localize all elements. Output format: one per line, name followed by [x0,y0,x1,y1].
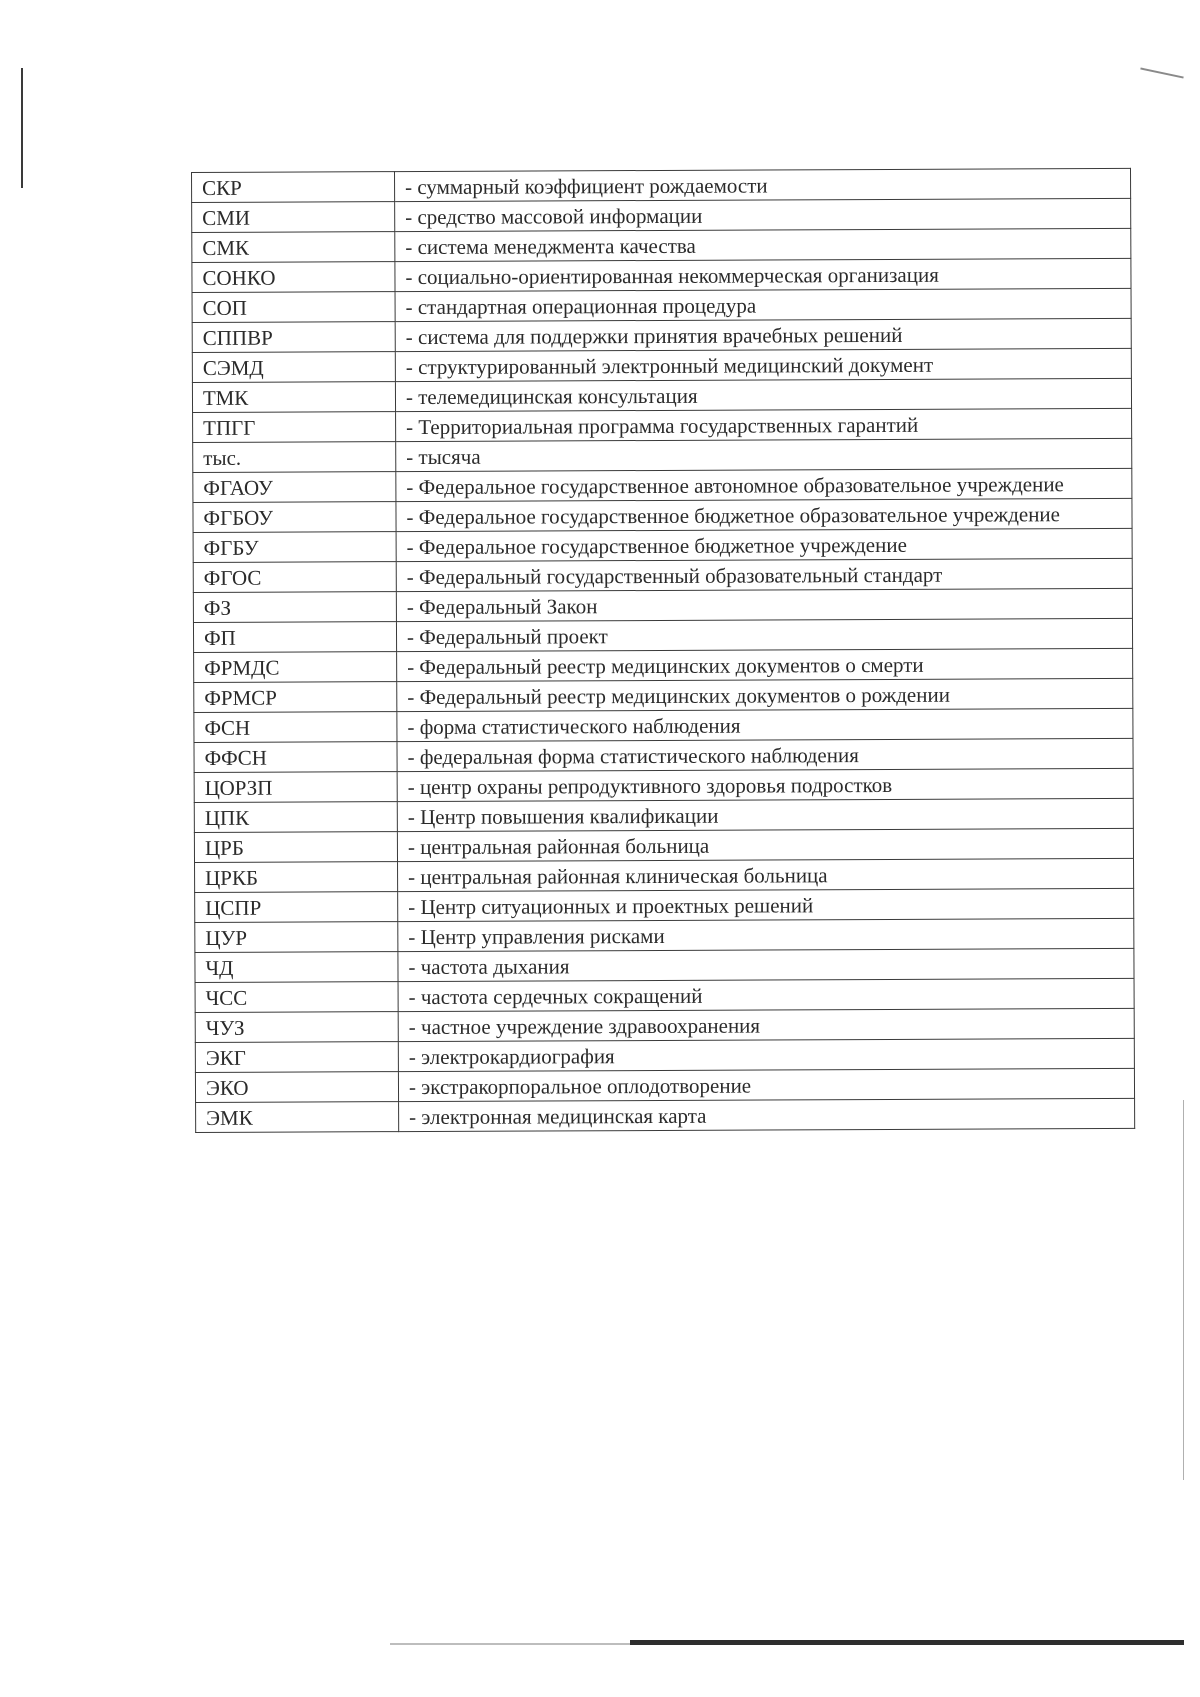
scan-margin-mark [21,68,23,188]
definition-cell: - тысяча [396,438,1132,471]
abbreviation-cell: ФГАОУ [193,472,396,503]
table-row [194,708,1133,742]
scan-edge-line [1183,1100,1184,1480]
table-row [194,828,1133,862]
abbreviation-cell: ФРМДС [194,652,397,683]
table-row [193,588,1132,622]
abbreviation-cell: ФСН [194,712,397,743]
table-row [195,1038,1134,1072]
definition-cell: - форма статистического наблюдения [397,708,1133,741]
table-row [192,228,1131,262]
abbreviation-cell: ФП [193,622,396,653]
abbreviation-cell: ЦПК [194,802,397,833]
abbreviation-cell: ЦОРЗП [194,772,397,803]
abbreviation-cell: ТМК [192,382,395,413]
scan-corner-mark [1140,67,1183,78]
table-row [193,528,1132,562]
abbreviation-cell: ЭМК [196,1102,399,1133]
abbreviation-cell: ЦУР [195,922,398,953]
definition-cell: - центральная районная клиническая больница [398,858,1134,891]
table-row [195,978,1134,1012]
scan-bottom-fade [390,1643,630,1645]
table-row [194,738,1133,772]
abbreviation-cell: СЭМД [192,352,395,383]
definition-cell: - Территориальная программа государственных гарантий [396,408,1132,441]
definition-cell: - электронная медицинская карта [399,1098,1135,1131]
abbreviation-cell: ЭКГ [195,1042,398,1073]
definition-cell: - Центр ситуационных и проектных решений [398,888,1134,921]
definition-cell: - система менеджмента качества [395,228,1131,261]
definition-cell: - Федеральное государственное автономное образовательное учреждение [396,468,1132,501]
scan-bottom-bar [630,1640,1184,1645]
abbreviation-cell: ЦСПР [195,892,398,923]
definition-cell: - стандартная операционная процедура [395,288,1131,321]
table-row [195,918,1134,952]
table-row [194,648,1133,682]
abbreviation-cell: ФГОС [193,562,396,593]
definition-cell: - Федеральный реестр медицинских документов о смерти [397,648,1133,681]
abbreviations-table-body [192,168,1135,1132]
definition-cell: - телемедицинская консультация [395,378,1131,411]
definition-cell: - электрокардиография [398,1038,1134,1071]
definition-cell: - социально-ориентированная некоммерческая организация [395,258,1131,291]
definition-cell: - частота дыхания [398,948,1134,981]
abbreviation-cell: ФЗ [193,592,396,623]
table-row [193,468,1132,502]
definition-cell: - средство массовой информации [395,198,1131,231]
table-row [195,888,1134,922]
table-row [195,858,1134,892]
table-row [192,348,1131,382]
definition-cell: - Федеральный реестр медицинских документов о рождении [397,678,1133,711]
table-row [195,1008,1134,1042]
definition-cell: - Федеральный государственный образовательный стандарт [396,558,1132,591]
definition-cell: - центральная районная больница [397,828,1133,861]
abbreviation-cell: СМК [192,232,395,263]
abbreviation-cell: ФРМСР [194,682,397,713]
definition-cell: - Федеральное государственное бюджетное учреждение [396,528,1132,561]
abbreviation-cell: тыс. [193,442,396,473]
abbreviation-cell: ЦРБ [194,832,397,863]
definition-cell: - частное учреждение здравоохранения [398,1008,1134,1041]
table-row [195,948,1134,982]
table-row [194,768,1133,802]
definition-cell: - Федеральный проект [396,618,1132,651]
abbreviation-cell: СКР [192,172,395,203]
table-row [192,168,1131,202]
abbreviation-cell: ЧУЗ [195,1012,398,1043]
abbreviation-cell: СППВР [192,322,395,353]
table-row [192,378,1131,412]
table-row [193,438,1132,472]
abbreviation-cell: ФФСН [194,742,397,773]
table-row [192,318,1131,352]
table-row [192,198,1131,232]
abbreviation-cell: ЧД [195,952,398,983]
definition-cell: - структурированный электронный медицинский документ [395,348,1131,381]
abbreviation-cell: ЭКО [195,1072,398,1103]
definition-cell: - Федеральное государственное бюджетное образовательное учреждение [396,498,1132,531]
table-row [194,678,1133,712]
table-row [193,408,1132,442]
definition-cell: - экстракорпоральное оплодотворение [398,1068,1134,1101]
definition-cell: - Федеральный Закон [396,588,1132,621]
table-row [192,258,1131,292]
abbreviation-cell: ЧСС [195,982,398,1013]
definition-cell: - Центр повышения квалификации [397,798,1133,831]
definition-cell: - система для поддержки принятия врачебных решений [395,318,1131,351]
definition-cell: - частота сердечных сокращений [398,978,1134,1011]
definition-cell: - Центр управления рисками [398,918,1134,951]
definition-cell: - суммарный коэффициент рождаемости [395,168,1131,201]
abbreviation-cell: ЦРКБ [195,862,398,893]
abbreviation-cell: ФГБОУ [193,502,396,533]
abbreviation-cell: ТПГГ [193,412,396,443]
definition-cell: - центр охраны репродуктивного здоровья подростков [397,768,1133,801]
table-row [192,288,1131,322]
definition-cell: - федеральная форма статистического наблюдения [397,738,1133,771]
abbreviation-cell: СМИ [192,202,395,233]
table-row [193,558,1132,592]
abbreviations-table [191,168,1135,1133]
abbreviation-cell: СОП [192,292,395,323]
table-row [195,1068,1134,1102]
table-row [196,1098,1135,1132]
table-row [193,618,1132,652]
abbreviation-cell: СОНКО [192,262,395,293]
abbreviation-cell: ФГБУ [193,532,396,563]
table-row [194,798,1133,832]
table-row [193,498,1132,532]
